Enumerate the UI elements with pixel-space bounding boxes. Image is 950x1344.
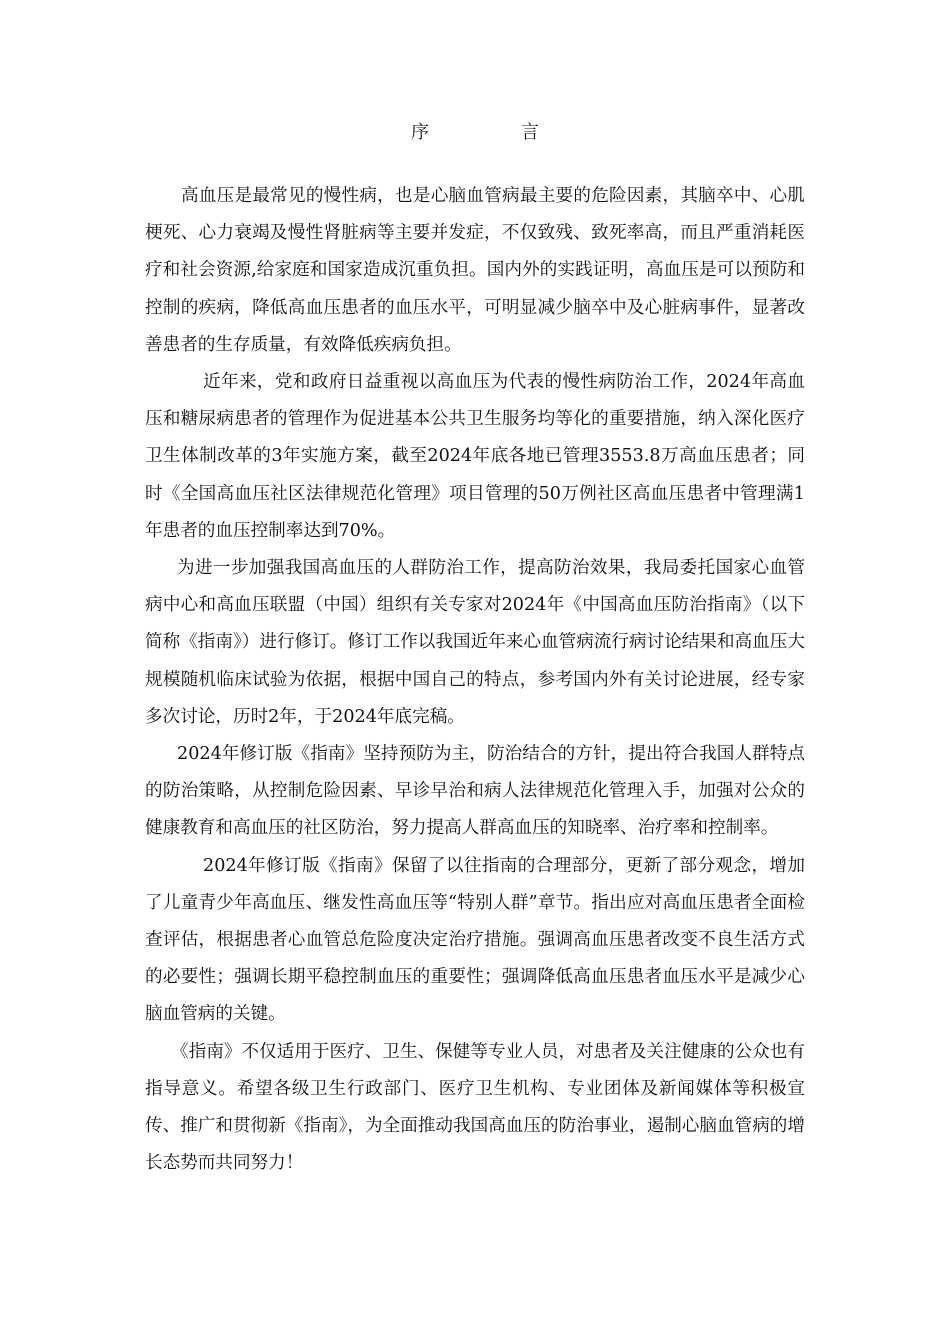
paragraph-1: 高血压是最常见的慢性病，也是心脑血管病最主要的危险因素，其脑卒中、心肌梗死、心力衰竭及慢性肾脏病等主要并发症，不仅致残、致死率高，而且严重消耗医疗和社会资源,给家庭和国家造成沉重负担。国内外的实践证明，高血压是可以预防和控制的疾病，降低高血压患者的血压水平，可明显减少脑卒中及心脏病事件，显著改善患者的生存质量，有效降低疾病负担。 <box>145 186 805 355</box>
paragraph-5: 2024年修订版《指南》保留了以往指南的合理部分，更新了部分观念，增加了儿童青少年高血压、继发性高血压等“特别人群”章节。指出应对高血压患者全面检查评估，根据患者心血管总危险度决定治疗措施。强调高血压患者改变不良生活方式的必要性；强调长期平稳控制血压的重要性；强调降低高血压患者血压水平是减少心脑血管病的关键。 <box>145 855 805 1025</box>
paragraph-2: 近年来，党和政府日益重视以高血压为代表的慢性病防治工作，2024年高血压和糖尿病患者的管理作为促进基本公共卫生服务均等化的重要措施，纳入深化医疗卫生体制改革的3年实施方案，截至2024年底各地已管理3553.8万高血压患者；同时《全国高血压社区法律规范化管理》项目管理的50万例社区高血压患者中管理满1年患者的血压控制率达到70%。 <box>145 372 805 541</box>
preface-title: 序言 <box>411 122 631 143</box>
paragraph-4: 2024年修订版《指南》坚持预防为主，防治结合的方针，提出符合我国人群特点的防治策略，从控制危险因素、早诊早治和病人法律规范化管理入手，加强对公众的健康教育和高血压的社区防治，努力提高人群高血压的知晓率、治疗率和控制率。 <box>145 744 805 839</box>
paragraph-6: 《指南》不仅适用于医疗、卫生、保健等专业人员，对患者及关注健康的公众也有指导意义。希望各级卫生行政部门、医疗卫生机构、专业团体及新闻媒体等积极宣传、推广和贯彻新《指南》，为全面推动我国高血压的防治事业，遏制心脑血管病的增长态势而共同努力！ <box>145 1041 805 1174</box>
document-page <box>145 118 805 1182</box>
paragraph-3: 为进一步加强我国高血压的人群防治工作，提高防治效果，我局委托国家心血管病中心和高血压联盟（中国）组织有关专家对2024年《中国高血压防治指南》（以下简称《指南》）进行修订。修订工作以我国近年来心血管病流行病讨论结果和高血压大规模随机临床试验为依据，根据中国自己的特点，参考国内外有关讨论进展，经专家多次讨论，历时2年，于2024年底完稿。 <box>145 558 805 727</box>
